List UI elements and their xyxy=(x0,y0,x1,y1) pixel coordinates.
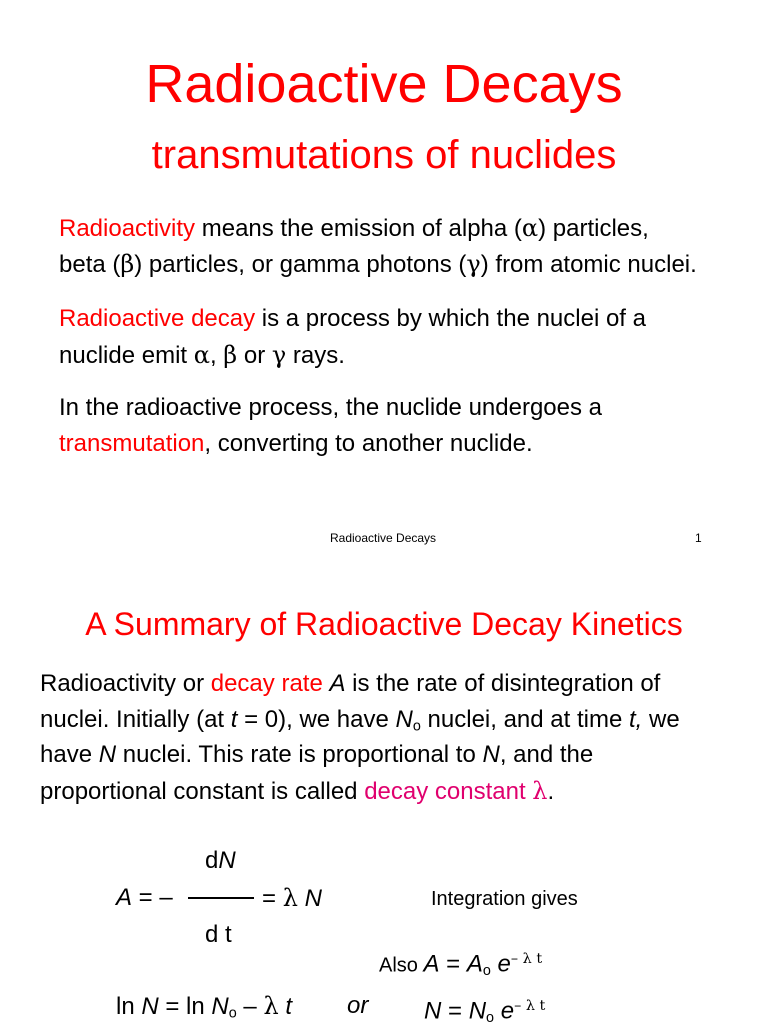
radioactivity-term: Radioactivity xyxy=(59,215,196,242)
lambda-symbol: λ xyxy=(282,884,298,912)
symbol-A: A xyxy=(423,950,440,978)
decay-paragraph-line2 xyxy=(59,337,345,374)
exponential-formula xyxy=(424,991,545,1033)
text: , converting to another nuclide. xyxy=(204,430,533,457)
text: ) from atomic nuclei. xyxy=(480,251,697,278)
slide-subtitle: transmutations of nuclides xyxy=(151,133,617,177)
text: ) particles, or gamma photons ( xyxy=(134,251,467,278)
transmutation-paragraph-line2 xyxy=(59,426,533,462)
alpha-symbol: α xyxy=(193,341,210,369)
activity-formula xyxy=(379,944,542,986)
formula-lhs xyxy=(116,883,173,913)
symbol-t: t xyxy=(278,993,293,1020)
symbol-A: A xyxy=(329,670,346,697)
text: Also xyxy=(379,954,424,977)
text: . xyxy=(547,778,555,805)
symbol-t: t, xyxy=(629,706,643,733)
text: proportional constant is called xyxy=(40,778,365,805)
slide-page-number: 1 xyxy=(695,531,702,545)
text: = – xyxy=(132,884,173,911)
transmutation-paragraph-line1: In the radioactive process, the nuclide undergoes a xyxy=(59,394,603,421)
text: we xyxy=(642,706,680,733)
summary-paragraph-line4 xyxy=(40,773,554,810)
symbol-A: A xyxy=(116,884,133,911)
summary-paragraph-line3 xyxy=(40,737,593,773)
symbol-N: N xyxy=(395,706,413,733)
exponent: – λ t xyxy=(514,998,546,1014)
text: nuclide emit xyxy=(59,342,194,369)
formula-numerator xyxy=(205,846,236,876)
lambda-symbol: λ xyxy=(532,777,548,805)
beta-symbol: β xyxy=(223,341,238,369)
text: have xyxy=(40,741,99,768)
text: is a process by which the nuclei of a xyxy=(255,305,646,332)
symbol-N: N xyxy=(304,885,322,912)
text: = ln xyxy=(158,993,212,1020)
symbol-A0: A xyxy=(466,950,483,978)
radioactive-decay-term: Radioactive decay xyxy=(59,305,256,332)
or-word xyxy=(347,991,368,1021)
lambda-symbol: λ xyxy=(263,992,279,1020)
text: ln xyxy=(116,993,142,1020)
symbol-e: e xyxy=(494,997,515,1025)
integration-note: Integration gives xyxy=(431,888,578,910)
symbol-N: N xyxy=(424,997,442,1025)
subscript: o xyxy=(412,718,421,735)
symbol-N: N xyxy=(141,993,159,1020)
text: d xyxy=(205,847,219,874)
text: nuclei. This rate is proportional to xyxy=(116,741,483,768)
subscript: o xyxy=(482,963,491,980)
text: ) particles, xyxy=(538,215,649,242)
log-formula xyxy=(116,991,292,1029)
formula-denominator: d t xyxy=(205,921,232,948)
decay-rate-term: decay rate xyxy=(210,670,323,697)
text: = 0), we have xyxy=(237,706,396,733)
slide-title: Radioactive Decays xyxy=(145,54,623,114)
gamma-symbol: γ xyxy=(466,250,481,278)
decay-constant-term: decay constant xyxy=(364,778,533,805)
text: or xyxy=(347,992,369,1019)
symbol-N: N xyxy=(218,847,236,874)
radioactivity-paragraph-line2 xyxy=(59,246,697,283)
gamma-symbol: γ xyxy=(271,341,287,369)
text: means the emission of alpha ( xyxy=(195,215,522,242)
transmutation-term: transmutation xyxy=(59,430,205,457)
formula-rhs xyxy=(262,883,322,914)
text: = xyxy=(262,885,277,912)
decay-paragraph-line1 xyxy=(59,301,646,337)
symbol-N: N xyxy=(98,741,117,768)
text: nuclei, and at time xyxy=(420,706,629,733)
subscript: o xyxy=(486,1010,495,1027)
text: is the rate of disintegration of xyxy=(345,670,661,697)
fraction-line xyxy=(188,897,254,899)
symbol-N0: N xyxy=(468,997,487,1025)
text: Radioactivity or xyxy=(40,670,211,697)
alpha-symbol: α xyxy=(521,214,539,242)
text: beta ( xyxy=(59,251,121,278)
summary-paragraph-line1 xyxy=(40,666,660,702)
text: or xyxy=(237,342,272,369)
subscript: o xyxy=(228,1005,237,1022)
text: = xyxy=(441,997,469,1025)
symbol-e: e xyxy=(490,950,511,978)
text: nuclei. Initially (at xyxy=(40,706,231,733)
summary-title: A Summary of Radioactive Decay Kinetics xyxy=(85,606,683,642)
text: , and the xyxy=(499,741,594,768)
text: , xyxy=(209,342,224,369)
symbol-t: t xyxy=(230,706,238,733)
symbol-N0: N xyxy=(211,993,229,1020)
text: rays. xyxy=(286,342,345,369)
exponent: – λ t xyxy=(510,951,543,967)
symbol-N: N xyxy=(482,741,500,768)
slide-footer-label: Radioactive Decays xyxy=(330,531,437,545)
radioactivity-paragraph-line1 xyxy=(59,210,649,247)
text: = xyxy=(439,950,467,978)
beta-symbol: β xyxy=(120,250,135,278)
text: – xyxy=(236,993,264,1020)
